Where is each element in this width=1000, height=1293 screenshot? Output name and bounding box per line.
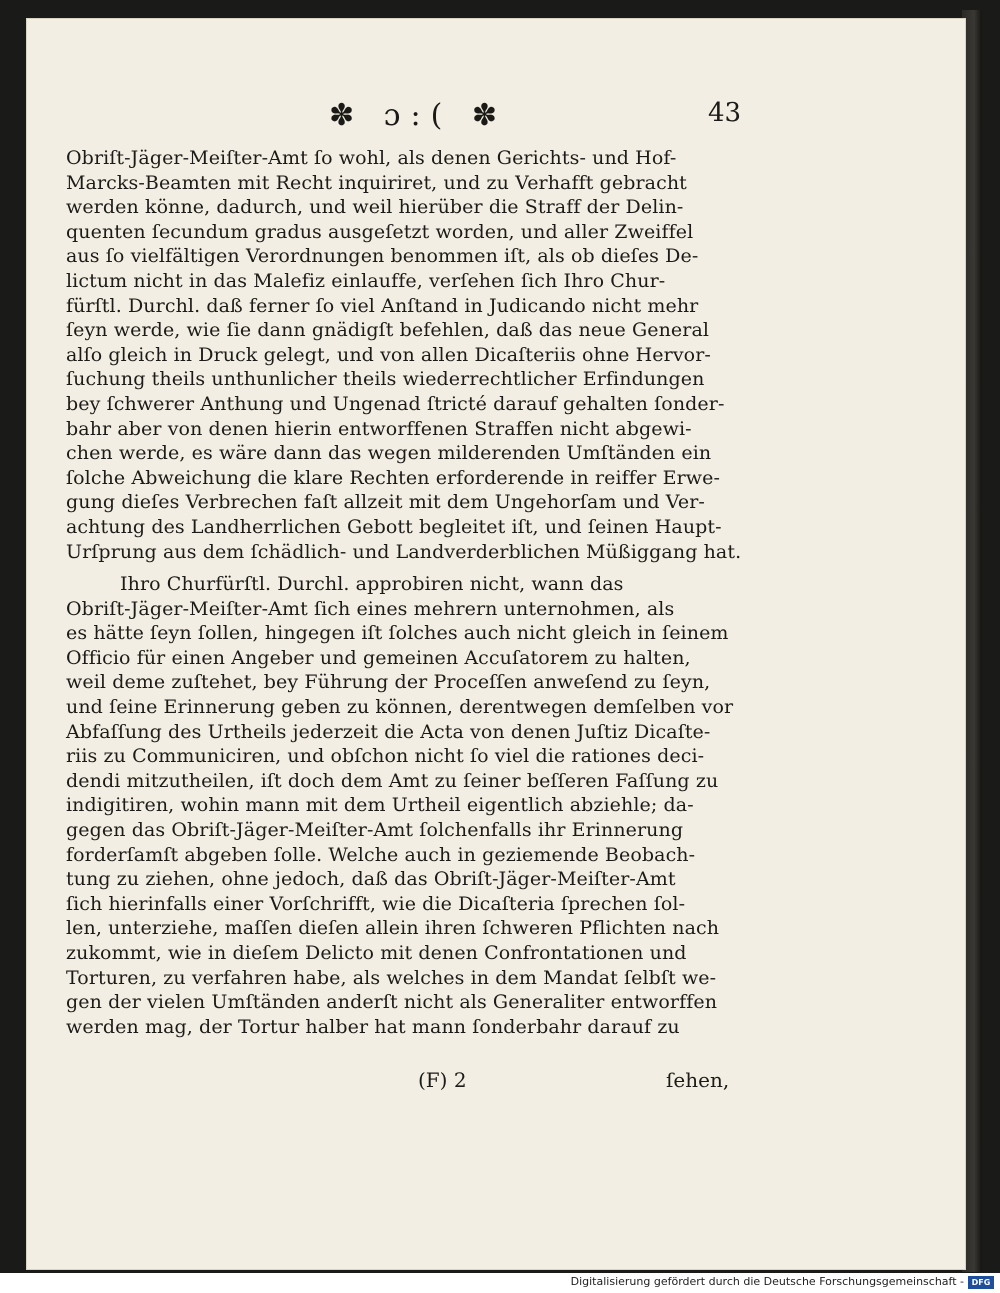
text-line: Torturen, zu verfahren habe, als welches in dem Mandat ſelbſt we- [66, 966, 717, 989]
text-line: ſeyn werde, wie ſie dann gnädigſt befehlen, daß das neue General [66, 319, 710, 342]
text-line: fürſtl. Durchl. daß ferner ſo viel Anſtand in Judicando nicht mehr [66, 294, 699, 317]
text-line: zukommt, wie in dieſem Delicto mit denen Confrontationen und [66, 942, 687, 964]
text-line: riis zu Communiciren, und obſchon nicht ſo viel die rationes deci- [66, 745, 705, 768]
text-line: werden mag, der Tortur halber hat mann ſonderbahr darauf zu [66, 1015, 680, 1038]
text-line: len, unterziehe, maſſen dieſen allein ihren ſchweren Pflichten nach [66, 917, 720, 940]
text-line: weil deme zuſtehet, bey Führung der Proceſſen anweſend zu ſeyn, [66, 671, 711, 694]
text-line: achtung des Landherrlichen Gebott begleitet iſt, und ſeinen Haupt- [66, 515, 722, 538]
text-line: dendi mitzutheilen, iſt doch dem Amt zu ſeiner beſſeren Faſſung zu [66, 769, 719, 792]
catchword: ſehen, [666, 1068, 730, 1092]
signature-mark: (F) 2 [418, 1068, 467, 1092]
text-line: aus ſo vielfältigen Verordnungen benommen iſt, als ob dieſes De- [66, 245, 699, 268]
page-header [26, 98, 966, 138]
text-line: tung zu ziehen, ohne jedoch, daß das Obriſt-Jäger-Meiſter-Amt [66, 868, 676, 891]
text-line: Officio für einen Angeber und gemeinen Accuſatorem zu halten, [66, 646, 691, 669]
text-line: gung dieſes Verbrechen faſt allzeit mit dem Ungehorſam und Ver- [66, 491, 705, 514]
text-line: forderſamſt abgeben ſolle. Welche auch in geziemende Beobach- [66, 843, 696, 866]
text-line: alſo gleich in Druck gelegt, und von allen Dicaſteriis ohne Hervor- [66, 343, 711, 366]
text-line: und ſeine Erinnerung geben zu können, derentwegen demſelben vor [66, 696, 734, 719]
text-line: quenten ſecundum gradus ausgeſetzt worden, und aller Zweiffel [66, 220, 694, 243]
text-line: bey ſchwerer Anthung und Ungenad ſtricté darauf gehalten ſonder- [66, 392, 725, 415]
dfg-logo: DFG [968, 1276, 994, 1289]
page-number: 43 [708, 98, 742, 128]
book-page [26, 18, 966, 1270]
text-line: gen der vielen Umſtänden anderſt nicht als Generaliter entworffen [66, 991, 718, 1014]
footer-bar [0, 1273, 1000, 1293]
body-text [66, 146, 766, 1039]
text-line: lictum nicht in das Malefiz einlauffe, verſehen ſich Ihro Chur- [66, 269, 666, 292]
text-line: ſich hierinfalls einer Vorſchrifft, wie die Dicaſteria ſprechen ſol- [66, 892, 686, 915]
text-line: Abfaſſung des Urtheils jederzeit die Acta von denen Juſtiz Dicaſte- [66, 720, 711, 743]
text-line: werden könne, dadurch, und weil hierüber die Straff der Delin- [66, 196, 684, 219]
text-line: bahr aber von denen hierin entworffenen Straffen nicht abgewi- [66, 417, 692, 440]
text-line: chen werde, es wäre dann das wegen milderenden Umſtänden ein [66, 442, 712, 465]
text-line: Obriſt-Jäger-Meiſter-Amt ſich eines mehrern unternohmen, als [66, 597, 675, 620]
text-line: indigitiren, wohin mann mit dem Urtheil eigentlich abziehle; da- [66, 794, 694, 817]
text-line: Obriſt-Jäger-Meiſter-Amt ſo wohl, als denen Gerichts- und Hof- [66, 147, 677, 169]
paragraph-gap [66, 564, 766, 572]
header-ornament: ✽ ɔ:( ✽ [329, 98, 507, 133]
text-line: ſolche Abweichung die klare Rechten erforderende in reiffer Erwe- [66, 466, 720, 489]
funding-notice: Digitalisierung gefördert durch die Deutsche Forschungsgemeinschaft - [570, 1275, 964, 1288]
text-line: gegen das Obriſt-Jäger-Meiſter-Amt ſolchenfalls ihr Erinnerung [66, 819, 684, 842]
text-line: ſuchung theils unthunlicher theils wiederrechtlicher Erfindungen [66, 368, 705, 391]
text-line: Urſprung aus dem ſchädlich- und Landverderblichen Müßiggang hat. [66, 540, 742, 563]
text-line: Marcks-Beamten mit Recht inquiriret, und zu Verhafft gebracht [66, 171, 687, 194]
text-line: es hätte ſeyn ſollen, hingegen iſt ſolches auch nicht gleich in ſeinem [66, 622, 729, 645]
text-line: Ihro Churfürſtl. Durchl. approbiren nicht, wann das [120, 573, 624, 596]
